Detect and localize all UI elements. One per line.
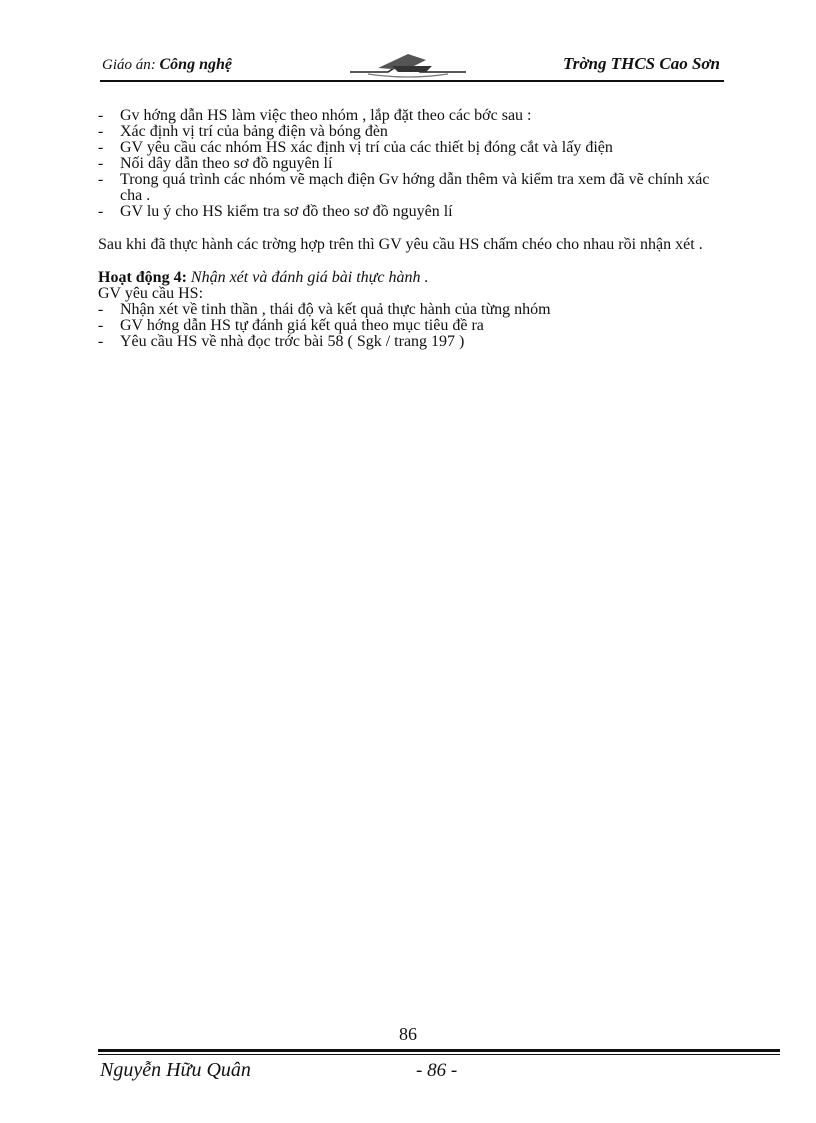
ship-ornament-icon: [348, 50, 468, 78]
activity-intro: GV yêu cầu HS:: [98, 285, 204, 302]
list-item: - Nối dây dẫn theo sơ đồ nguyên lí: [98, 156, 728, 172]
footer-author: Nguyễn Hữu Quân: [100, 1059, 251, 1081]
list-item: - GV yêu cầu các nhóm HS xác định vị trí của các thiết bị đóng cắt và lấy điện: [98, 140, 728, 156]
activity-title: Nhận xét và đánh giá bài thực hành .: [190, 269, 429, 286]
list-item: - GV hớng dẫn HS tự đánh giá kết quả theo mục tiêu đề ra: [98, 318, 728, 334]
list-item: - Nhận xét về tinh thần , thái độ và kết quả thực hành của từng nhóm: [98, 302, 728, 318]
activity-heading: Hoạt động 4:: [98, 269, 187, 286]
page-number: 86: [399, 1024, 417, 1044]
header-separator: :: [150, 57, 160, 73]
activity-heading-line: [98, 270, 728, 286]
header-rule: [100, 80, 724, 82]
summary-paragraph: Sau khi đã thực hành các trờng hợp trên thì GV yêu cầu HS chấm chéo cho nhau rồi nhận xét .: [98, 236, 703, 253]
task-list: [98, 108, 728, 220]
list-item: - Xác định vị trí của bảng điện và bóng đèn: [98, 124, 728, 140]
lesson-content: [98, 108, 728, 350]
page-header: [100, 50, 724, 80]
list-item: - Trong quá trình các nhóm vẽ mạch điện Gv hớng dẫn thêm và kiểm tra xem đã vẽ chính xác cha .: [98, 172, 728, 204]
footer-rule-thin: [98, 1054, 780, 1055]
list-item: - Gv hớng dẫn HS làm việc theo nhóm , lắp đặt theo các bớc sau :: [98, 108, 728, 124]
footer-rule: [98, 1049, 780, 1052]
footer-page-label: - 86 -: [416, 1060, 458, 1081]
header-subject: Công nghệ: [159, 56, 232, 73]
header-left: [102, 56, 232, 74]
evaluation-list: [98, 302, 728, 350]
header-school: Trờng THCS Cao Sơn: [563, 54, 720, 73]
list-item: - GV lu ý cho HS kiểm tra sơ đồ theo sơ đồ nguyên lí: [98, 204, 728, 220]
list-item: - Yêu cầu HS về nhà đọc trớc bài 58 ( Sgk / trang 197 ): [98, 334, 728, 350]
header-prefix: Giáo án: [102, 57, 151, 73]
